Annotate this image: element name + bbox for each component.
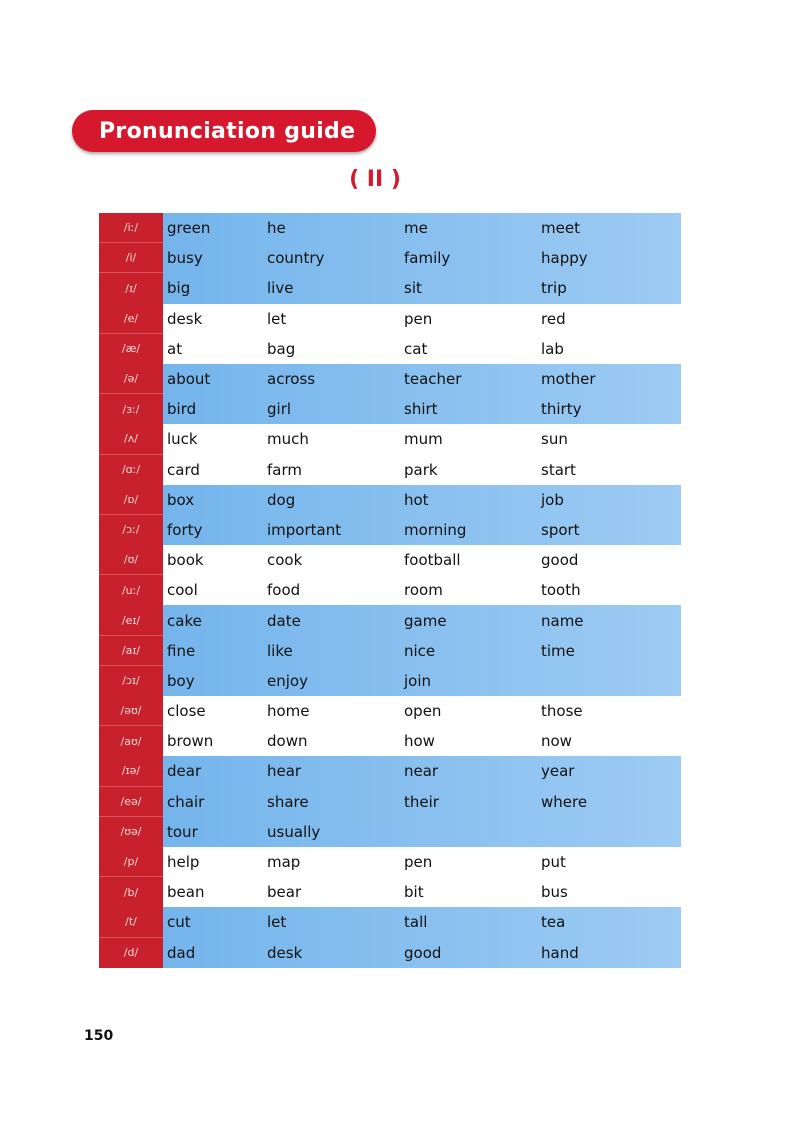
- example-word: sun: [541, 430, 568, 449]
- example-word: across: [267, 370, 316, 389]
- example-word: red: [541, 309, 566, 328]
- example-word: name: [541, 611, 584, 630]
- example-word: boy: [167, 671, 195, 690]
- example-word: cook: [267, 551, 303, 570]
- example-word: share: [267, 792, 309, 811]
- phonetic-symbol: /ʊ/: [99, 545, 163, 575]
- example-word: park: [404, 460, 438, 479]
- example-word: brown: [167, 732, 214, 751]
- example-word: live: [267, 279, 294, 298]
- example-word: usually: [267, 822, 321, 841]
- phonetic-symbol: /t/: [99, 907, 163, 937]
- sound-group: [99, 424, 681, 484]
- example-word: pen: [404, 309, 433, 328]
- example-word: farm: [267, 460, 302, 479]
- example-word: mum: [404, 430, 443, 449]
- phonetic-symbol: /ʊə/: [99, 817, 163, 847]
- table-row: [99, 907, 681, 937]
- phonetic-symbol: /ɒ/: [99, 485, 163, 515]
- example-word: card: [167, 460, 200, 479]
- example-word: box: [167, 490, 195, 509]
- sound-group: [99, 545, 681, 605]
- pronunciation-table: [99, 213, 681, 968]
- phonetic-symbol: /aɪ/: [99, 636, 163, 666]
- table-row: [99, 213, 681, 243]
- example-word: desk: [167, 309, 203, 328]
- phonetic-symbol: /ɔː/: [99, 515, 163, 545]
- sound-group: [99, 907, 681, 967]
- example-word: food: [267, 581, 301, 600]
- example-word: bird: [167, 400, 197, 419]
- phonetic-symbol: /ɪ/: [99, 273, 163, 303]
- table-row: [99, 334, 681, 364]
- example-word: job: [541, 490, 564, 509]
- example-word: let: [267, 913, 287, 932]
- phonetic-symbol: /iː/: [99, 213, 163, 243]
- example-word: football: [404, 551, 461, 570]
- example-word: year: [541, 762, 575, 781]
- example-word: big: [167, 279, 191, 298]
- example-word: join: [404, 671, 432, 690]
- example-word: help: [167, 853, 200, 872]
- example-word: about: [167, 370, 211, 389]
- example-word: those: [541, 702, 583, 721]
- table-row: [99, 666, 681, 696]
- phonetic-symbol: /e/: [99, 304, 163, 334]
- example-word: luck: [167, 430, 198, 449]
- example-word: put: [541, 853, 566, 872]
- example-word: close: [167, 702, 206, 721]
- phonetic-symbol: /ɔɪ/: [99, 666, 163, 696]
- example-word: meet: [541, 219, 580, 238]
- phonetic-symbol: /ə/: [99, 364, 163, 394]
- example-word: trip: [541, 279, 567, 298]
- example-word: girl: [267, 400, 292, 419]
- phonetic-symbol: /æ/: [99, 334, 163, 364]
- phonetic-symbol: /ʌ/: [99, 424, 163, 454]
- example-word: bean: [167, 883, 205, 902]
- table-row: [99, 273, 681, 303]
- phonetic-symbol: /eɪ/: [99, 605, 163, 635]
- example-word: open: [404, 702, 442, 721]
- example-word: teacher: [404, 370, 462, 389]
- example-word: forty: [167, 520, 203, 539]
- phonetic-symbol: /uː/: [99, 575, 163, 605]
- example-word: home: [267, 702, 310, 721]
- table-row: [99, 605, 681, 635]
- example-word: me: [404, 219, 428, 238]
- page-number: 150: [84, 1028, 114, 1044]
- example-word: pen: [404, 853, 433, 872]
- table-row: [99, 817, 681, 847]
- phonetic-symbol: /i/: [99, 243, 163, 273]
- table-row: [99, 364, 681, 394]
- table-row: [99, 304, 681, 334]
- phonetic-symbol: /ɪə/: [99, 756, 163, 786]
- example-word: how: [404, 732, 435, 751]
- example-word: at: [167, 339, 183, 358]
- example-word: map: [267, 853, 301, 872]
- phonetic-symbol: /d/: [99, 938, 163, 968]
- example-word: green: [167, 219, 211, 238]
- sound-group: [99, 213, 681, 304]
- example-word: busy: [167, 249, 203, 268]
- example-word: good: [541, 551, 579, 570]
- phonetic-symbol: /ɑː/: [99, 455, 163, 485]
- example-word: bear: [267, 883, 302, 902]
- table-row: [99, 485, 681, 515]
- sound-group: [99, 847, 681, 907]
- table-row: [99, 787, 681, 817]
- example-word: sit: [404, 279, 422, 298]
- sound-group: [99, 364, 681, 424]
- example-word: time: [541, 641, 575, 660]
- example-word: dog: [267, 490, 296, 509]
- phonetic-symbol: /ɜː/: [99, 394, 163, 424]
- example-word: lab: [541, 339, 564, 358]
- example-word: sport: [541, 520, 580, 539]
- table-row: [99, 455, 681, 485]
- table-row: [99, 938, 681, 968]
- sound-group: [99, 756, 681, 847]
- example-word: thirty: [541, 400, 582, 419]
- page-title: Pronunciation guide: [99, 118, 356, 144]
- example-word: book: [167, 551, 204, 570]
- example-word: now: [541, 732, 572, 751]
- table-row: [99, 575, 681, 605]
- example-word: tall: [404, 913, 428, 932]
- example-word: bag: [267, 339, 296, 358]
- example-word: bus: [541, 883, 568, 902]
- example-word: tooth: [541, 581, 581, 600]
- phonetic-symbol: /aʊ/: [99, 726, 163, 756]
- phonetic-symbol: /p/: [99, 847, 163, 877]
- example-word: nice: [404, 641, 436, 660]
- example-word: happy: [541, 249, 588, 268]
- example-word: fine: [167, 641, 196, 660]
- table-row: [99, 243, 681, 273]
- example-word: country: [267, 249, 325, 268]
- example-word: mother: [541, 370, 596, 389]
- example-word: cat: [404, 339, 428, 358]
- table-row: [99, 847, 681, 877]
- title-banner: [72, 110, 376, 152]
- example-word: he: [267, 219, 286, 238]
- phonetic-symbol: /əʊ/: [99, 696, 163, 726]
- example-word: date: [267, 611, 301, 630]
- sound-group: [99, 696, 681, 756]
- example-word: dear: [167, 762, 202, 781]
- example-word: where: [541, 792, 588, 811]
- section-subtitle: ( II ): [349, 167, 401, 192]
- table-row: [99, 756, 681, 786]
- table-row: [99, 515, 681, 545]
- example-word: like: [267, 641, 293, 660]
- example-word: let: [267, 309, 287, 328]
- table-row: [99, 545, 681, 575]
- phonetic-symbol: /b/: [99, 877, 163, 907]
- example-word: near: [404, 762, 439, 781]
- example-word: morning: [404, 520, 467, 539]
- table-row: [99, 424, 681, 454]
- example-word: cut: [167, 913, 191, 932]
- example-word: tea: [541, 913, 566, 932]
- example-word: shirt: [404, 400, 438, 419]
- example-word: tour: [167, 822, 198, 841]
- table-row: [99, 877, 681, 907]
- example-word: hot: [404, 490, 429, 509]
- example-word: start: [541, 460, 576, 479]
- example-word: bit: [404, 883, 424, 902]
- phonetic-symbol: /eə/: [99, 787, 163, 817]
- table-row: [99, 696, 681, 726]
- sound-group: [99, 485, 681, 545]
- example-word: hear: [267, 762, 302, 781]
- table-row: [99, 636, 681, 666]
- example-word: desk: [267, 943, 303, 962]
- sound-group: [99, 605, 681, 696]
- example-word: cake: [167, 611, 202, 630]
- example-word: enjoy: [267, 671, 308, 690]
- example-word: family: [404, 249, 451, 268]
- sound-group: [99, 304, 681, 364]
- example-word: room: [404, 581, 443, 600]
- example-word: down: [267, 732, 308, 751]
- example-word: their: [404, 792, 439, 811]
- example-word: game: [404, 611, 447, 630]
- example-word: hand: [541, 943, 579, 962]
- example-word: chair: [167, 792, 205, 811]
- table-row: [99, 726, 681, 756]
- table-row: [99, 394, 681, 424]
- example-word: important: [267, 520, 342, 539]
- example-word: cool: [167, 581, 198, 600]
- example-word: dad: [167, 943, 196, 962]
- example-word: much: [267, 430, 309, 449]
- example-word: good: [404, 943, 442, 962]
